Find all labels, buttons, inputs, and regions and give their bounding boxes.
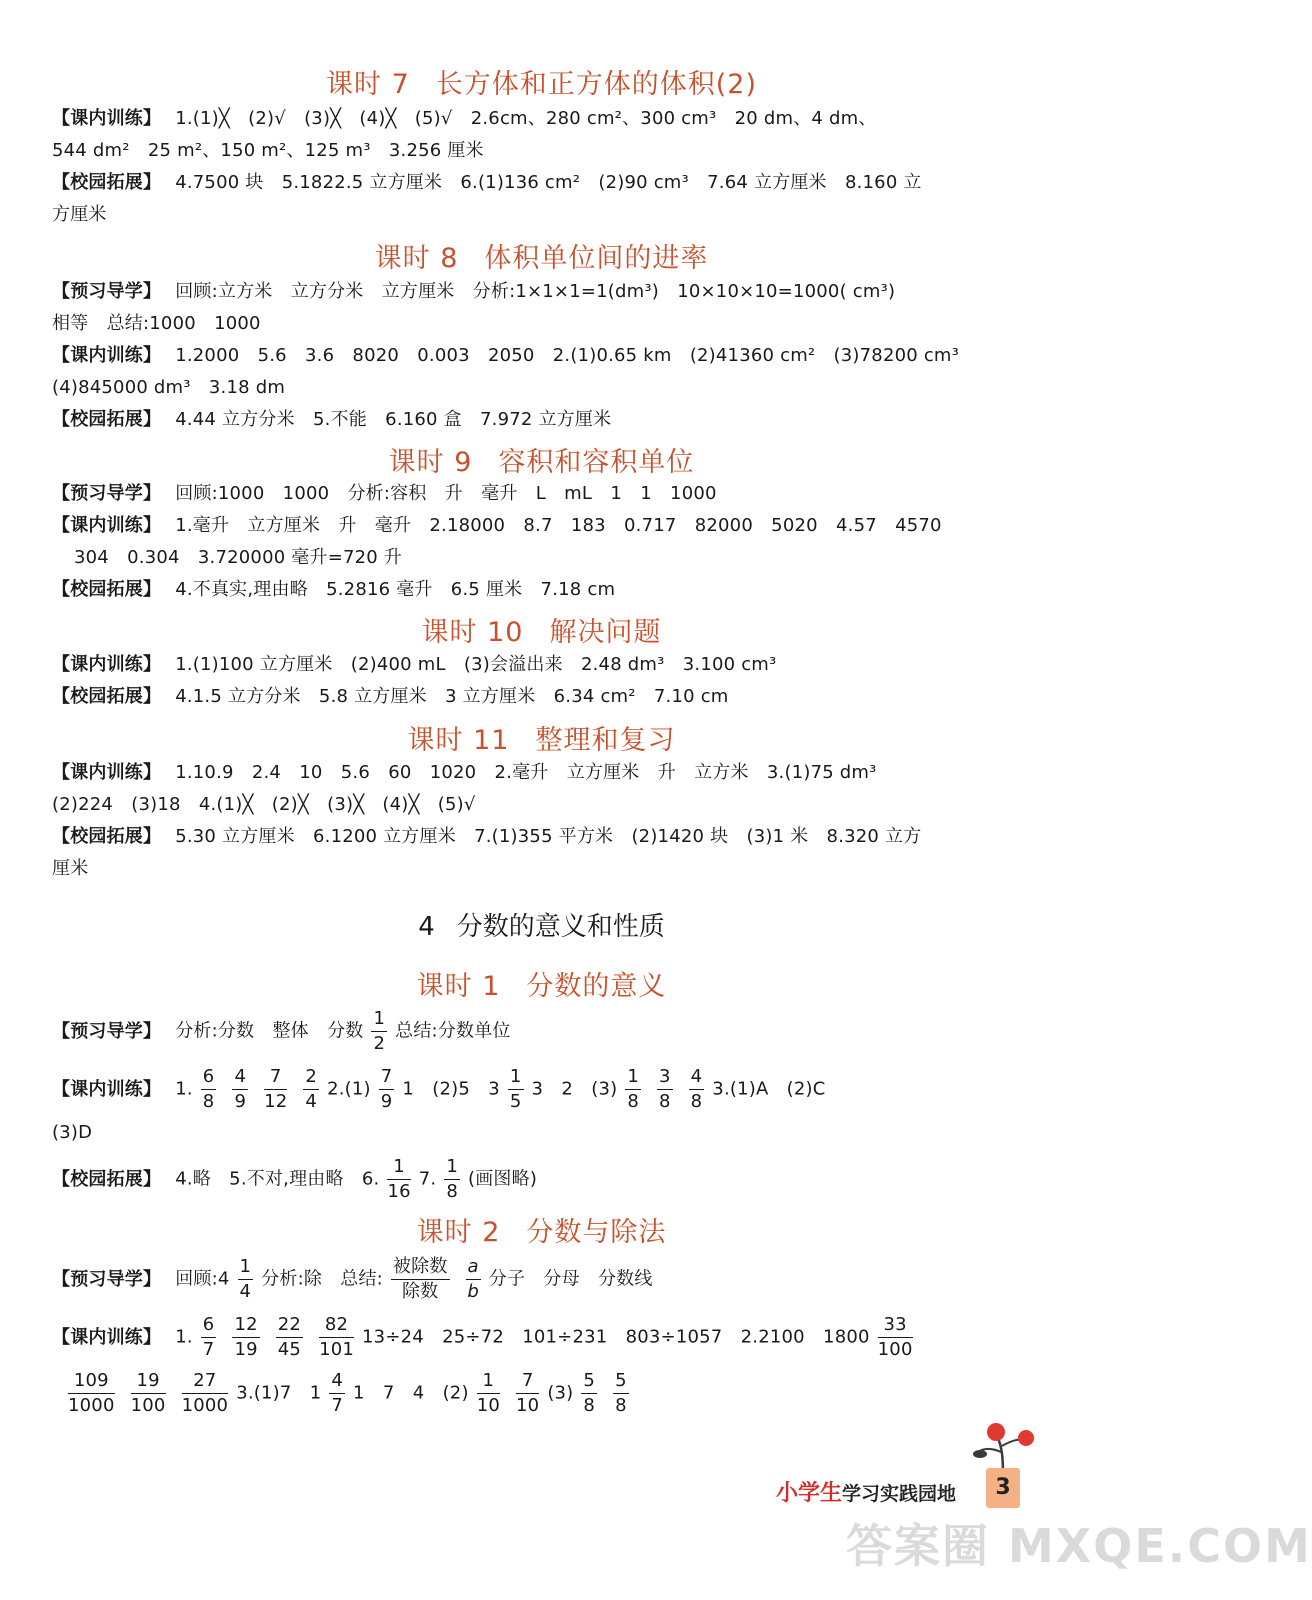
lesson-number: 课时 2 [416, 1217, 501, 1248]
fraction [232, 1068, 248, 1111]
fraction [477, 1372, 500, 1415]
answer-text: 304 0.304 3.720000 毫升=720 升 [74, 547, 403, 568]
fraction-numerator: 2 [303, 1068, 319, 1090]
fraction-numerator: 3 [657, 1068, 673, 1090]
lesson-number: 课时 1 [416, 971, 501, 1002]
fraction [508, 1068, 524, 1111]
fraction-denominator: 5 [509, 1091, 522, 1112]
fraction [581, 1372, 597, 1415]
brand-logo [776, 1476, 956, 1507]
fraction-denominator: 8 [202, 1091, 215, 1112]
lesson-7-heading [0, 62, 1083, 101]
l10-xiaoyuan-line-1 [52, 686, 729, 708]
answer-text: (3) [547, 1382, 574, 1404]
l7-xiaoyuan-line-1 [52, 172, 922, 194]
fraction-numerator: 4 [689, 1068, 705, 1090]
fraction-denominator: 8 [627, 1091, 639, 1112]
fraction [657, 1068, 673, 1111]
answer-text: (2)224 (3)18 4.(1)╳ (2)╳ (3)╳ (4)╳ (5)√ [52, 794, 476, 815]
lesson-title: 体积单位间的进率 [484, 243, 709, 274]
lesson-number: 课时 8 [374, 243, 459, 274]
fraction-denominator: 12 [264, 1091, 288, 1112]
fraction [238, 1258, 254, 1301]
l7-ketnei-line-2 [52, 140, 484, 162]
fraction-denominator: 100 [877, 1339, 913, 1360]
fraction-denominator: 4 [305, 1091, 318, 1112]
fraction-numerator: 22 [276, 1316, 303, 1338]
section-tag: 【预习导学】 [52, 1020, 162, 1042]
l8-yuxi-line-1 [52, 281, 895, 303]
fraction-numerator: 33 [878, 1316, 913, 1338]
lesson-title: 容积和容积单位 [498, 447, 695, 478]
fraction-numerator: 27 [182, 1372, 229, 1394]
fraction-numerator: 109 [68, 1372, 115, 1394]
fraction-denominator: 7 [331, 1395, 344, 1416]
fraction [131, 1372, 166, 1415]
section-tag: 【预习导学】 [52, 483, 162, 504]
section-tag: 【校园拓展】 [52, 172, 162, 193]
answer-text: 1 7 4 (2) [353, 1382, 469, 1404]
answer-text: 5.30 立方厘米 6.1200 立方厘米 7.(1)355 平方米 (2)1420 块 (3)1 米 8.320 立方 [175, 826, 922, 847]
u4l2-yuxi-line [52, 1258, 653, 1301]
fraction [319, 1316, 354, 1359]
fraction [387, 1158, 410, 1201]
fraction-numerator: 1 [444, 1158, 460, 1180]
section-tag: 【课内训练】 [52, 1326, 162, 1348]
l11-ketnei-line-2 [52, 794, 476, 816]
fraction-numerator: 被除数 [391, 1258, 450, 1280]
answer-text: 方厘米 [52, 204, 107, 225]
fraction-denominator: 8 [658, 1091, 671, 1112]
fraction-numerator: 7 [516, 1372, 539, 1394]
answer-text: 1.(1)100 立方厘米 (2)400 mL (3)会溢出来 2.48 dm³ 3.100 cm³ [175, 654, 777, 675]
answer-text: 2.(1) [327, 1078, 371, 1100]
fraction-denominator: 10 [516, 1395, 540, 1416]
answer-text: 1 (2)5 3 [402, 1078, 500, 1100]
fraction [466, 1258, 481, 1301]
u4l1-ketnei-line-2 [52, 1122, 92, 1144]
answer-text: 1.(1)╳ (2)√ (3)╳ (4)╳ (5)√ 2.6cm、280 cm²、300 cm³ 20 dm、4 dm、 [175, 108, 877, 129]
fraction-numerator: a [466, 1258, 481, 1280]
lesson-number: 课时 7 [325, 69, 410, 100]
fraction [613, 1372, 629, 1415]
fraction-denominator: b [467, 1281, 479, 1302]
fraction-denominator: 4 [239, 1281, 252, 1302]
answer-text: 回顾:立方米 立方分米 立方厘米 分析:1×1×1=1(dm³) 10×10×10=1000( cm³) [175, 281, 896, 302]
section-tag: 【校园拓展】 [52, 686, 162, 707]
lesson-title: 长方体和正方体的体积(2) [435, 69, 757, 100]
section-tag: 【课内训练】 [52, 108, 162, 129]
lesson-11-heading [0, 718, 1083, 757]
fraction-denominator: 8 [583, 1395, 596, 1416]
fraction-denominator: 除数 [402, 1281, 439, 1302]
fraction-denominator: 9 [234, 1091, 247, 1112]
l9-yuxi-line-1 [52, 483, 717, 505]
answer-text: (4)845000 dm³ 3.18 dm [52, 377, 286, 398]
fraction-denominator: 16 [387, 1181, 411, 1202]
fraction [625, 1068, 641, 1111]
lesson-10-heading [0, 610, 1083, 649]
watermark: 答案圈 MXQE.COM [846, 1519, 1312, 1573]
u4l1-ketnei-line-1 [52, 1068, 826, 1111]
section-tag: 【校园拓展】 [52, 1168, 162, 1190]
fraction-numerator: 1 [477, 1372, 500, 1394]
unit-number: 4 [418, 912, 435, 942]
fraction-denominator: 19 [234, 1339, 258, 1360]
fraction-denominator: 7 [202, 1339, 215, 1360]
fraction [379, 1068, 395, 1111]
fraction [878, 1316, 913, 1359]
fraction-numerator: 6 [201, 1316, 217, 1338]
fraction [329, 1372, 345, 1415]
fraction-numerator: 7 [264, 1068, 287, 1090]
fraction [444, 1158, 460, 1201]
unit-title: 分数的意义和性质 [456, 912, 665, 942]
fraction-numerator: 1 [508, 1068, 524, 1090]
fraction-numerator: 7 [379, 1068, 395, 1090]
answer-text: 3 2 (3) [531, 1078, 618, 1100]
fraction [276, 1316, 303, 1359]
answer-text: 相等 总结:1000 1000 [52, 313, 261, 334]
section-tag: 【预习导学】 [52, 1268, 162, 1290]
l9-ketnei-line-1 [52, 515, 942, 537]
answer-text: 4.不真实,理由略 5.2816 毫升 6.5 厘米 7.18 cm [175, 579, 616, 600]
fraction-numerator: 19 [131, 1372, 166, 1394]
fraction [232, 1316, 259, 1359]
fraction-denominator: 1000 [181, 1395, 229, 1416]
answer-text: 分子 分母 分数线 [488, 1268, 653, 1290]
fraction [201, 1068, 217, 1111]
fraction-numerator: 1 [625, 1068, 641, 1090]
unit-4-heading [0, 906, 1083, 943]
fraction-numerator: 5 [581, 1372, 597, 1394]
lesson-number: 课时 11 [407, 725, 510, 756]
l7-xiaoyuan-line-2 [52, 204, 107, 226]
lesson-number: 课时 9 [388, 447, 473, 478]
answer-text: 4.7500 块 5.1822.5 立方厘米 6.(1)136 cm² (2)90 cm³ 7.64 立方厘米 8.160 立 [175, 172, 922, 193]
fraction [689, 1068, 705, 1111]
section-tag: 【预习导学】 [52, 281, 162, 302]
answer-text: 总结:分数单位 [395, 1020, 511, 1042]
lesson-8-heading [0, 236, 1083, 275]
answer-text: 4.1.5 立方分米 5.8 立方厘米 3 立方厘米 6.34 cm² 7.10 cm [175, 686, 729, 707]
section-tag: 【校园拓展】 [52, 579, 162, 600]
u4l2-ketnei-line-1 [52, 1316, 921, 1359]
l9-xiaoyuan-line-1 [52, 579, 615, 601]
section-tag: 【课内训练】 [52, 654, 162, 675]
answer-text: 4.44 立方分米 5.不能 6.160 盒 7.972 立方厘米 [175, 409, 612, 430]
l8-xiaoyuan-line-1 [52, 409, 611, 431]
l7-ketnei-line-1 [52, 108, 877, 130]
u4-lesson-2-heading [0, 1210, 1083, 1249]
lesson-title: 分数与除法 [526, 1217, 667, 1248]
answer-text: 回顾:1000 1000 分析:容积 升 毫升 L mL 1 1 1000 [175, 483, 717, 504]
answer-text: 544 dm² 25 m²、150 m²、125 m³ 3.256 厘米 [52, 140, 484, 161]
fraction-denominator: 2 [373, 1033, 386, 1054]
u4l1-xiaoyuan-line [52, 1158, 537, 1201]
l9-ketnei-line-2 [74, 547, 402, 569]
answer-text: 1.毫升 立方厘米 升 毫升 2.18000 8.7 183 0.717 82000 5020 4.57 4570 [175, 515, 942, 536]
section-tag: 【课内训练】 [52, 515, 162, 536]
fraction-numerator: 5 [613, 1372, 629, 1394]
fraction-denominator: 9 [380, 1091, 393, 1112]
l8-ketnei-line-1 [52, 345, 959, 367]
fraction [371, 1010, 387, 1053]
fraction [264, 1068, 287, 1111]
u4-lesson-1-heading [0, 964, 1083, 1003]
l8-ketnei-line-2 [52, 377, 285, 399]
l11-xiaoyuan-line-1 [52, 826, 921, 848]
section-tag: 【校园拓展】 [52, 409, 162, 430]
fraction-denominator: 45 [277, 1339, 302, 1360]
section-tag: 【课内训练】 [52, 345, 162, 366]
answer-text: (画图略) [468, 1168, 538, 1190]
fraction-numerator: 1 [238, 1258, 254, 1280]
fraction-denominator: 1000 [68, 1395, 115, 1416]
answer-text: 分析:除 总结: [261, 1268, 383, 1290]
page-number: 3 [986, 1468, 1020, 1508]
brand-rest-text: 学习实践园地 [842, 1483, 957, 1505]
answer-text: 7. [418, 1168, 437, 1190]
section-tag: 【课内训练】 [52, 762, 162, 783]
fraction [68, 1372, 115, 1415]
fraction-numerator: 82 [319, 1316, 354, 1338]
answer-text: 3.(1)A (2)C [712, 1078, 826, 1100]
fraction-denominator: 8 [615, 1395, 627, 1416]
lesson-title: 整理和复习 [535, 725, 676, 756]
answer-text: 4.略 5.不对,理由略 6. [175, 1168, 380, 1190]
answer-text: (3)D [52, 1122, 93, 1143]
answer-text: 1.10.9 2.4 10 5.6 60 1020 2.毫升 立方厘米 升 立方米 3.(1)75 dm³ [175, 762, 877, 783]
l11-ketnei-line-1 [52, 762, 877, 784]
fraction [516, 1372, 539, 1415]
answer-text: 回顾:4 [175, 1268, 230, 1290]
answer-text: 厘米 [52, 858, 89, 879]
brand-red-text: 小学生 [776, 1481, 843, 1506]
l10-ketnei-line-1 [52, 654, 776, 676]
fraction [391, 1258, 450, 1301]
fraction-numerator: 1 [387, 1158, 410, 1180]
answer-text: 1. [175, 1078, 193, 1100]
fraction-denominator: 100 [130, 1395, 166, 1416]
lesson-title: 解决问题 [549, 617, 662, 648]
answer-text: 3.(1)7 1 [236, 1382, 322, 1404]
lesson-9-heading [0, 440, 1083, 479]
answer-text: 13÷24 25÷72 101÷231 803÷1057 2.2100 1800 [362, 1326, 870, 1348]
fraction-numerator: 12 [232, 1316, 259, 1338]
answer-text: 分析:分数 整体 分数 [175, 1020, 364, 1042]
fraction-numerator: 1 [371, 1010, 387, 1032]
answer-text: 1. [175, 1326, 193, 1348]
answer-text: 1.2000 5.6 3.6 8020 0.003 2050 2.(1)0.65 km (2)41360 cm² (3)78200 cm³ [175, 345, 960, 366]
fraction-numerator: 6 [201, 1068, 217, 1090]
lesson-title: 分数的意义 [526, 971, 667, 1002]
lesson-number: 课时 10 [421, 617, 524, 648]
l8-yuxi-line-2 [52, 313, 261, 335]
fraction [182, 1372, 229, 1415]
fraction [201, 1316, 217, 1359]
section-tag: 【校园拓展】 [52, 826, 162, 847]
fraction-numerator: 4 [232, 1068, 248, 1090]
fraction-denominator: 8 [446, 1181, 458, 1202]
fraction-denominator: 10 [476, 1395, 500, 1416]
fraction-numerator: 4 [329, 1372, 345, 1394]
plant-logo-icon [968, 1418, 1038, 1474]
fraction-denominator: 101 [319, 1339, 355, 1360]
l11-xiaoyuan-line-2 [52, 858, 88, 880]
fraction [303, 1068, 319, 1111]
fraction-denominator: 8 [690, 1091, 703, 1112]
u4l1-yuxi-line [52, 1010, 511, 1053]
section-tag: 【课内训练】 [52, 1078, 162, 1100]
u4l2-ketnei-line-2 [60, 1372, 637, 1415]
